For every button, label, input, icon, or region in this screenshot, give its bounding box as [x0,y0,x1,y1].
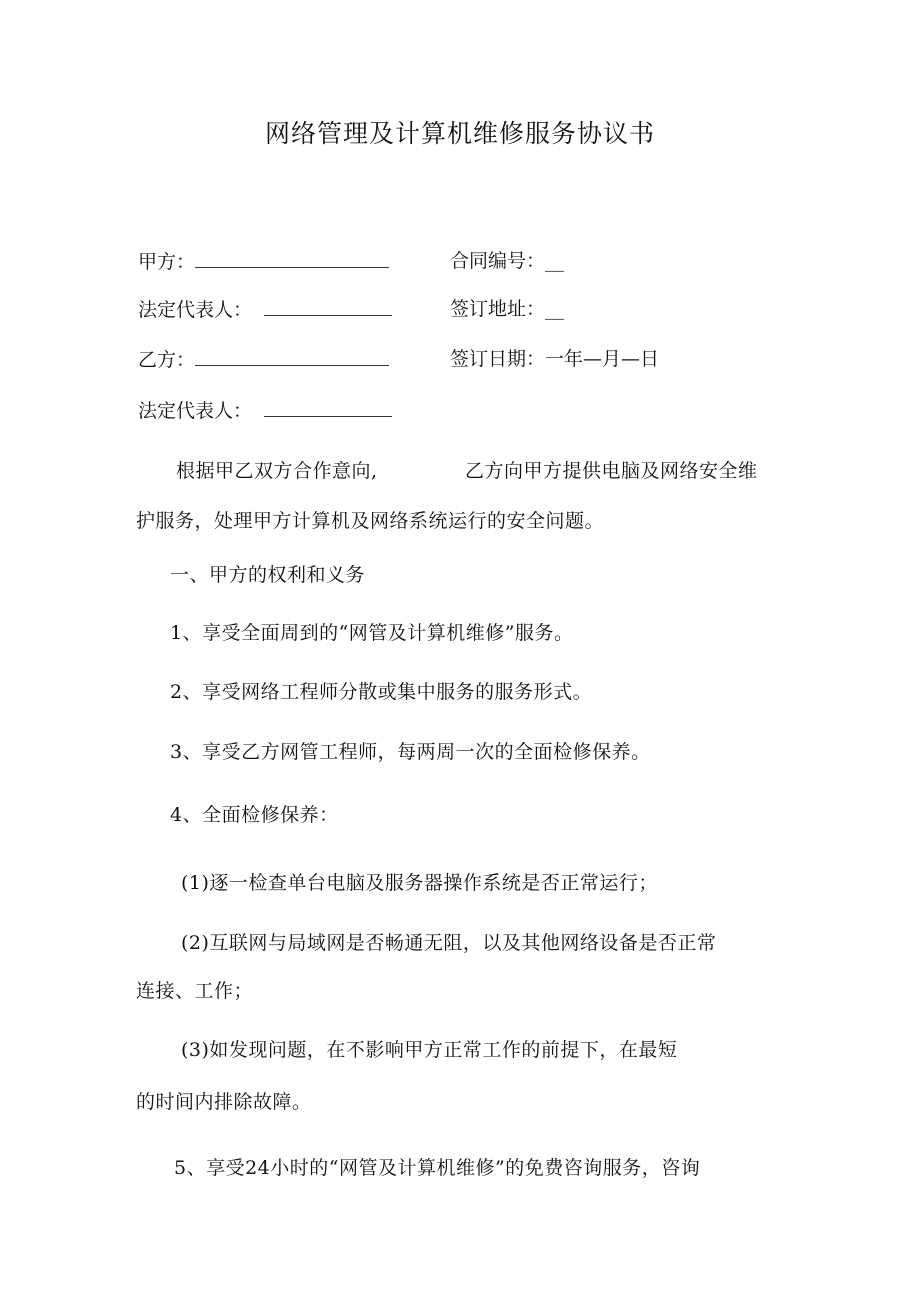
legal-rep-a-blank [264,297,392,316]
sub-item-1: (1)逐一检查单台电脑及服务器操作系统是否正常运行； [181,872,658,894]
sub-item-2-line-1: (2)互联网与局域网是否畅通无阻，以及其他网络设备是否正常 [181,932,717,954]
sub-item-2-line-2: 连接、工作； [136,980,254,1002]
legal-rep-b-label: 法定代表人： [138,400,253,422]
party-b-blank [195,347,389,366]
sign-place-field: 签订地址：__ [450,298,565,320]
party-a-field [138,249,389,274]
section-1-heading: 一、甲方的权利和义务 [170,564,366,586]
party-b-field [138,347,389,372]
intro-line-1a: 根据甲乙双方合作意向, [176,460,378,482]
legal-rep-b-field [138,398,392,423]
legal-rep-a-field [138,297,392,322]
item-4: 4、全面检修保养： [170,804,339,826]
sub-item-3-line-2: 的时间内排除故障。 [136,1091,312,1113]
intro-line-1b: 乙方向甲方提供电脑及网络安全维 [465,460,758,482]
intro-line-2: 护服务，处理甲方计算机及网络系统运行的安全问题。 [136,510,605,532]
party-a-label: 甲方： [138,251,196,273]
party-b-label: 乙方： [138,349,196,371]
contract-no-field: 合同编号：__ [450,250,565,272]
legal-rep-b-blank [264,398,392,417]
document-title: 网络管理及计算机维修服务协议书 [264,119,655,148]
sub-item-3-line-1: (3)如发现问题，在不影响甲方正常工作的前提下，在最短 [181,1039,678,1061]
item-2: 2、享受网络工程师分散或集中服务的服务形式。 [170,681,593,703]
party-a-blank [195,249,389,268]
item-1: 1、享受全面周到的“网管及计算机维修”服务。 [170,622,574,644]
legal-rep-a-label: 法定代表人： [138,299,253,321]
item-5: 5、享受24小时的“网管及计算机维修”的免费咨询服务，咨询 [174,1157,701,1179]
sign-date-field: 签订日期：一年—月—日 [450,348,660,370]
item-3: 3、享受乙方网管工程师，每两周一次的全面检修保养。 [170,741,651,763]
